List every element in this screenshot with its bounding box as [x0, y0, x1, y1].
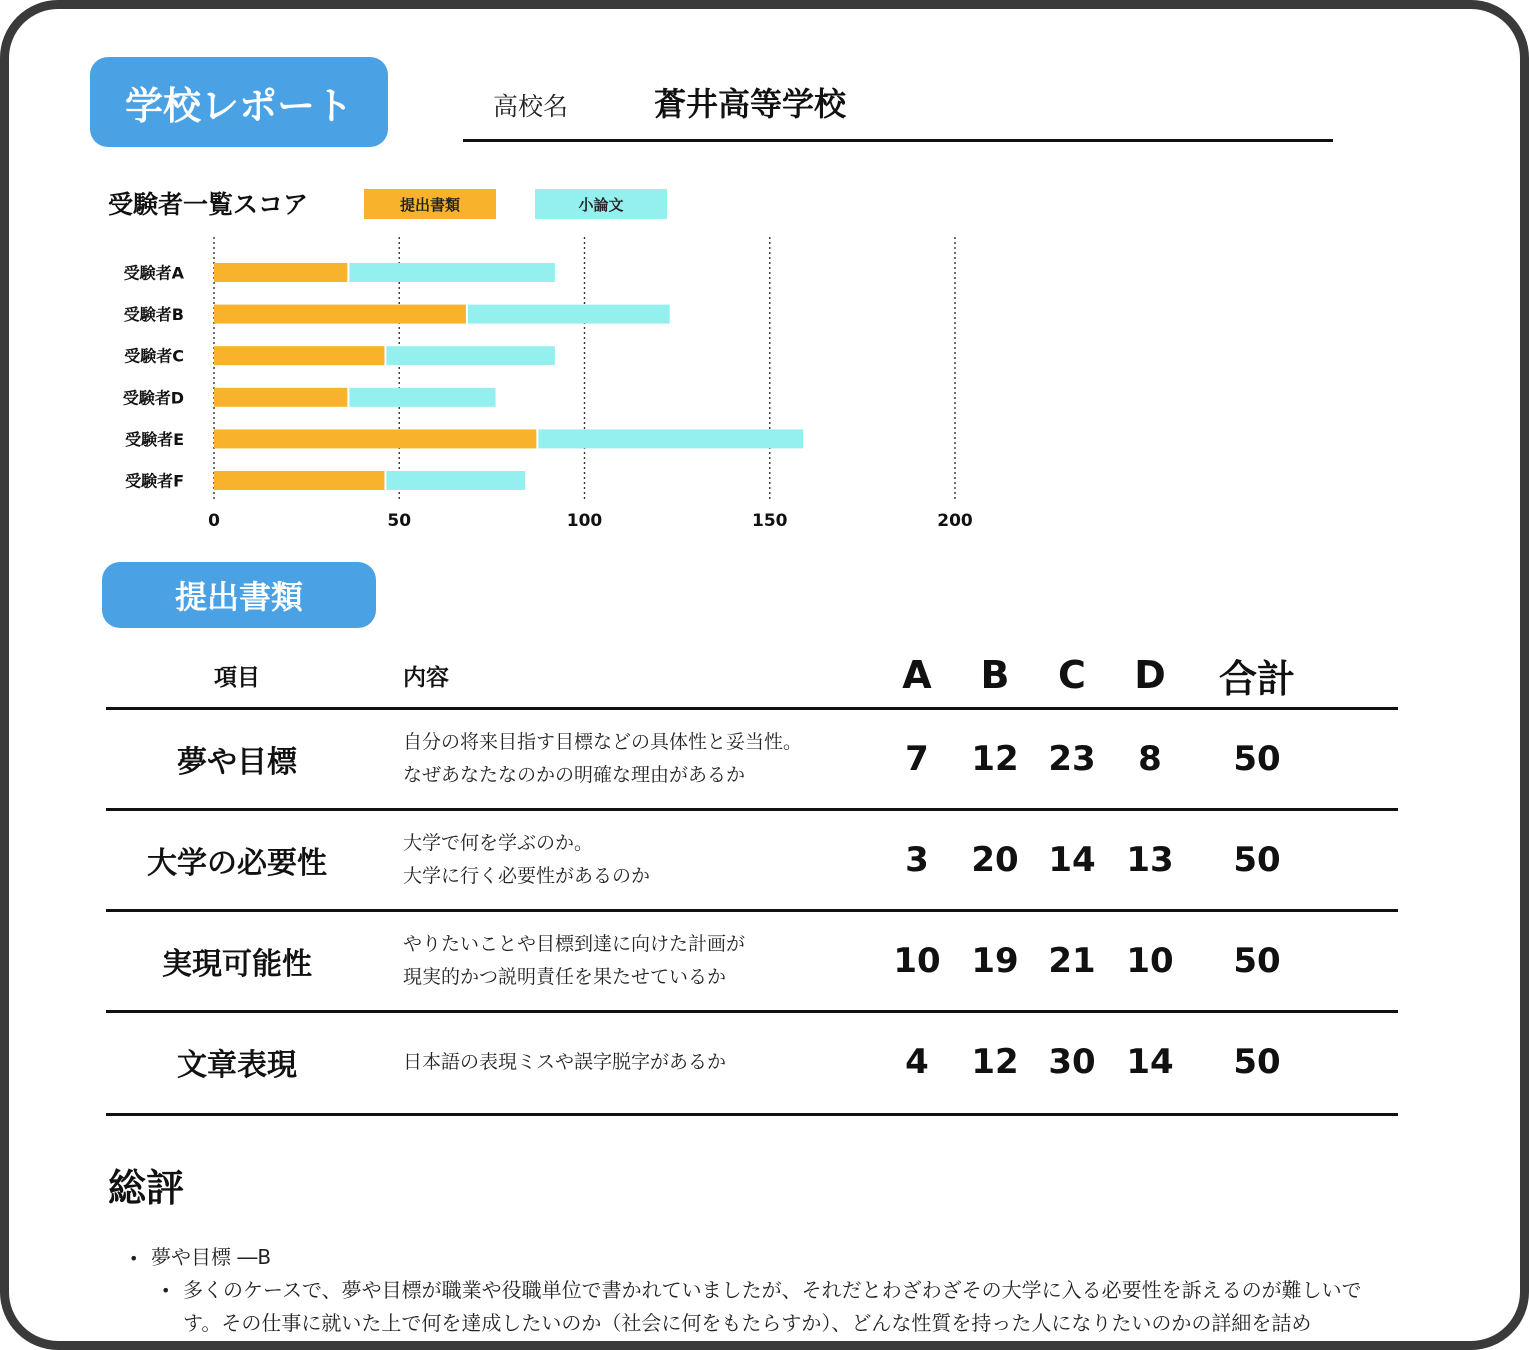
header-total: 合計 — [1218, 656, 1295, 701]
review-heading: 総評 — [108, 1166, 185, 1210]
bar-essay — [349, 263, 554, 282]
table-divider — [106, 1113, 1398, 1116]
score-c: 23 — [1048, 739, 1096, 779]
row-description-line: 日本語の表現ミスや誤字脱字があるか — [403, 1050, 727, 1073]
bar-essay — [468, 305, 670, 324]
row-item: 実現可能性 — [162, 947, 312, 982]
score-c: 14 — [1048, 840, 1096, 880]
score-total: 50 — [1233, 840, 1281, 880]
table-row — [106, 912, 1398, 1010]
table-row — [106, 710, 1398, 808]
score-d: 8 — [1138, 739, 1162, 779]
school-name: 蒼井高等学校 — [654, 85, 847, 123]
row-description — [403, 710, 802, 808]
score-d: 14 — [1126, 1042, 1174, 1082]
score-a: 10 — [893, 941, 941, 981]
table-row — [106, 811, 1398, 909]
report-title: 学校レポート — [90, 57, 388, 147]
score-d: 13 — [1126, 840, 1174, 880]
bar-essay — [386, 346, 554, 365]
bar-submission — [214, 429, 536, 448]
score-b: 19 — [971, 941, 1019, 981]
header-b: B — [980, 653, 1010, 697]
row-item: 夢や目標 — [177, 745, 297, 780]
category-label: 受験者B — [123, 305, 184, 325]
bar-essay — [538, 429, 803, 448]
score-c: 21 — [1048, 941, 1096, 981]
legend-submission: 提出書類 — [364, 189, 496, 219]
x-tick-label: 50 — [387, 511, 412, 531]
score-b: 20 — [971, 840, 1019, 880]
score-total: 50 — [1233, 941, 1281, 981]
score-total: 50 — [1233, 739, 1281, 779]
row-description — [403, 1013, 726, 1111]
category-label: 受験者A — [123, 263, 184, 283]
review-bullet — [129, 1241, 271, 1270]
category-label: 受験者C — [124, 346, 184, 366]
bullet-dot-icon: • — [161, 1281, 171, 1300]
category-label: 受験者D — [122, 388, 184, 408]
bar-submission — [214, 346, 384, 365]
header-a: A — [902, 653, 932, 697]
row-item: 大学の必要性 — [147, 846, 327, 881]
bar-submission — [214, 388, 347, 407]
header-d: D — [1134, 653, 1166, 697]
bar-essay — [349, 388, 495, 407]
score-total: 50 — [1233, 1042, 1281, 1082]
score-a: 7 — [905, 739, 929, 779]
score-d: 10 — [1126, 941, 1174, 981]
row-description-line: 自分の将来目指す目標などの具体性と妥当性。 — [403, 731, 803, 753]
x-tick-label: 150 — [752, 511, 788, 531]
score-chart — [9, 9, 1520, 549]
row-description-line: 現実的かつ説明責任を果たせているか — [403, 966, 727, 988]
x-tick-label: 0 — [208, 511, 220, 531]
header-item: 項目 — [214, 664, 260, 691]
header-c: C — [1058, 653, 1086, 697]
row-description-line: 大学に行く必要性があるのか — [403, 865, 651, 887]
row-description-line: やりたいことや目標到達に向けた計画が — [403, 933, 746, 955]
table-row — [106, 1013, 1398, 1113]
score-a: 3 — [905, 840, 929, 880]
score-table — [106, 643, 1398, 1116]
category-label: 受験者F — [125, 471, 184, 491]
score-b: 12 — [971, 739, 1019, 779]
row-item: 文章表現 — [177, 1048, 297, 1083]
bullet-dot-icon: • — [129, 1249, 139, 1268]
bar-submission — [214, 471, 384, 490]
legend-essay: 小論文 — [535, 189, 667, 219]
school-label: 高校名 — [493, 92, 569, 121]
category-label: 受験者E — [125, 429, 184, 449]
score-b: 12 — [971, 1042, 1019, 1082]
bar-essay — [386, 471, 525, 490]
score-c: 30 — [1048, 1042, 1096, 1082]
chart-title: 受験者一覧スコア — [108, 190, 309, 219]
table-header — [106, 643, 1398, 707]
x-tick-label: 200 — [937, 511, 973, 531]
bar-submission — [214, 263, 347, 282]
header-content: 内容 — [403, 664, 449, 691]
section-title-submission: 提出書類 — [102, 562, 376, 628]
bar-submission — [214, 305, 466, 324]
score-a: 4 — [905, 1042, 929, 1082]
row-description — [403, 811, 650, 909]
x-tick-label: 100 — [566, 511, 603, 531]
review-sub-bullet — [161, 1274, 1391, 1340]
review-sub-bullet-text: 多くのケースで、夢や目標が職業や役職単位で書かれていましたが、それだとわざわざその大学に入る必要性を訴えるのが難しいです。その仕事に就いた上で何を達成したいのか（社会に何をもたらすか）、どんな性質を持った人になりたいのかの詳細を詰め — [183, 1278, 1362, 1335]
row-description — [403, 912, 745, 1010]
review-bullet-text: 夢や目標 ―B — [151, 1245, 272, 1269]
row-description-line: 大学で何を学ぶのか。 — [403, 832, 594, 854]
row-description-line: なぜあなたなのかの明確な理由があるか — [403, 764, 746, 786]
